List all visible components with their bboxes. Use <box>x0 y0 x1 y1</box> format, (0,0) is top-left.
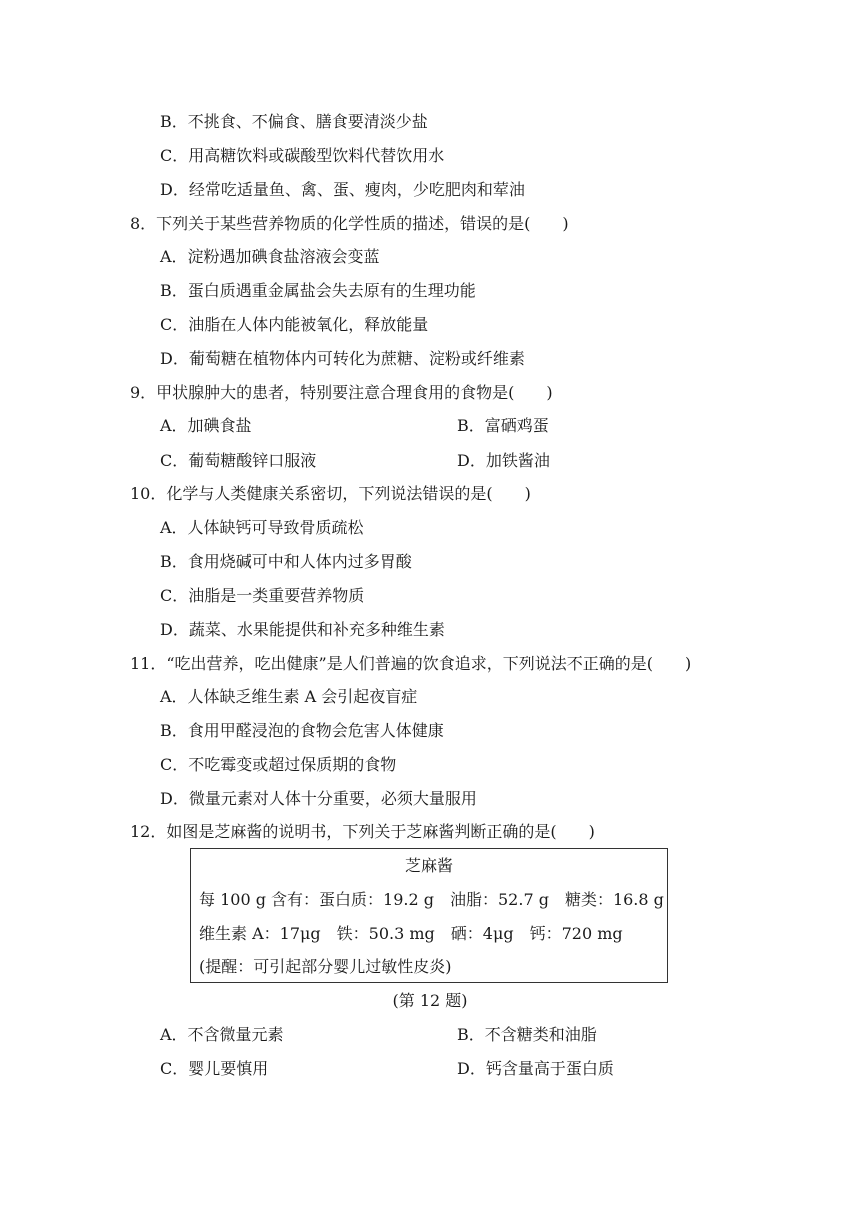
q11-option-a: A．人体缺乏维生素 A 会引起夜盲症 <box>160 687 418 706</box>
q8-option-b: B．蛋白质遇重金属盐会失去原有的生理功能 <box>160 281 476 300</box>
q9-stem: 9．甲状腺肿大的患者，特别要注意合理食用的食物是( ) <box>130 383 553 402</box>
q12-option-b: B．不含糖类和油脂 <box>457 1025 597 1044</box>
q9-option-a: A．加碘食盐 <box>160 416 252 435</box>
q12-option-d: D．钙含量高于蛋白质 <box>457 1059 614 1078</box>
q7-option-c: C．用高糖饮料或碳酸型饮料代替饮用水 <box>160 146 445 165</box>
q11-option-d: D．微量元素对人体十分重要，必须大量服用 <box>160 789 477 808</box>
product-label-box <box>190 848 668 983</box>
q10-option-a: A．人体缺钙可导致骨质疏松 <box>160 518 364 537</box>
label-row-reminder: (提醒：可引起部分婴儿过敏性皮炎) <box>199 957 452 976</box>
q11-stem: 11．“吃出营养，吃出健康”是人们普遍的饮食追求，下列说法不正确的是( ) <box>130 654 692 673</box>
q8-stem: 8．下列关于某些营养物质的化学性质的描述，错误的是( ) <box>130 214 569 233</box>
q9-option-d: D．加铁酱油 <box>457 451 550 470</box>
q12-option-a: A．不含微量元素 <box>160 1025 284 1044</box>
q11-option-c: C．不吃霉变或超过保质期的食物 <box>160 755 397 774</box>
q9-option-b: B．富硒鸡蛋 <box>457 416 549 435</box>
q7-option-d: D．经常吃适量鱼、禽、蛋、瘦肉，少吃肥肉和荤油 <box>160 180 525 199</box>
q10-option-c: C．油脂是一类重要营养物质 <box>160 586 365 605</box>
q8-option-c: C．油脂在人体内能被氧化，释放能量 <box>160 315 429 334</box>
q10-stem: 10．化学与人类健康关系密切，下列说法错误的是( ) <box>130 484 531 503</box>
q7-option-b: B．不挑食、不偏食、膳食要清淡少盐 <box>160 112 428 131</box>
q8-option-d: D．葡萄糖在植物体内可转化为蔗糖、淀粉或纤维素 <box>160 349 525 368</box>
q11-option-b: B．食用甲醛浸泡的食物会危害人体健康 <box>160 721 444 740</box>
label-title: 芝麻酱 <box>404 856 453 875</box>
q12-stem: 12．如图是芝麻酱的说明书，下列关于芝麻酱判断正确的是( ) <box>130 822 595 841</box>
label-row-vitamins-minerals: 维生素 A：17μg 铁：50.3 mg 硒：4μg 钙：720 mg <box>199 924 623 943</box>
label-row-nutrients: 每 100 g 含有：蛋白质：19.2 g 油脂：52.7 g 糖类：16.8 g <box>199 890 664 909</box>
q12-option-c: C．婴儿要慎用 <box>160 1059 269 1078</box>
q8-option-a: A．淀粉遇加碘食盐溶液会变蓝 <box>160 247 380 266</box>
q10-option-b: B．食用烧碱可中和人体内过多胃酸 <box>160 552 412 571</box>
q10-option-d: D．蔬菜、水果能提供和补充多种维生素 <box>160 620 445 639</box>
figure-caption: (第 12 题) <box>392 991 468 1010</box>
q9-option-c: C．葡萄糖酸锌口服液 <box>160 451 317 470</box>
